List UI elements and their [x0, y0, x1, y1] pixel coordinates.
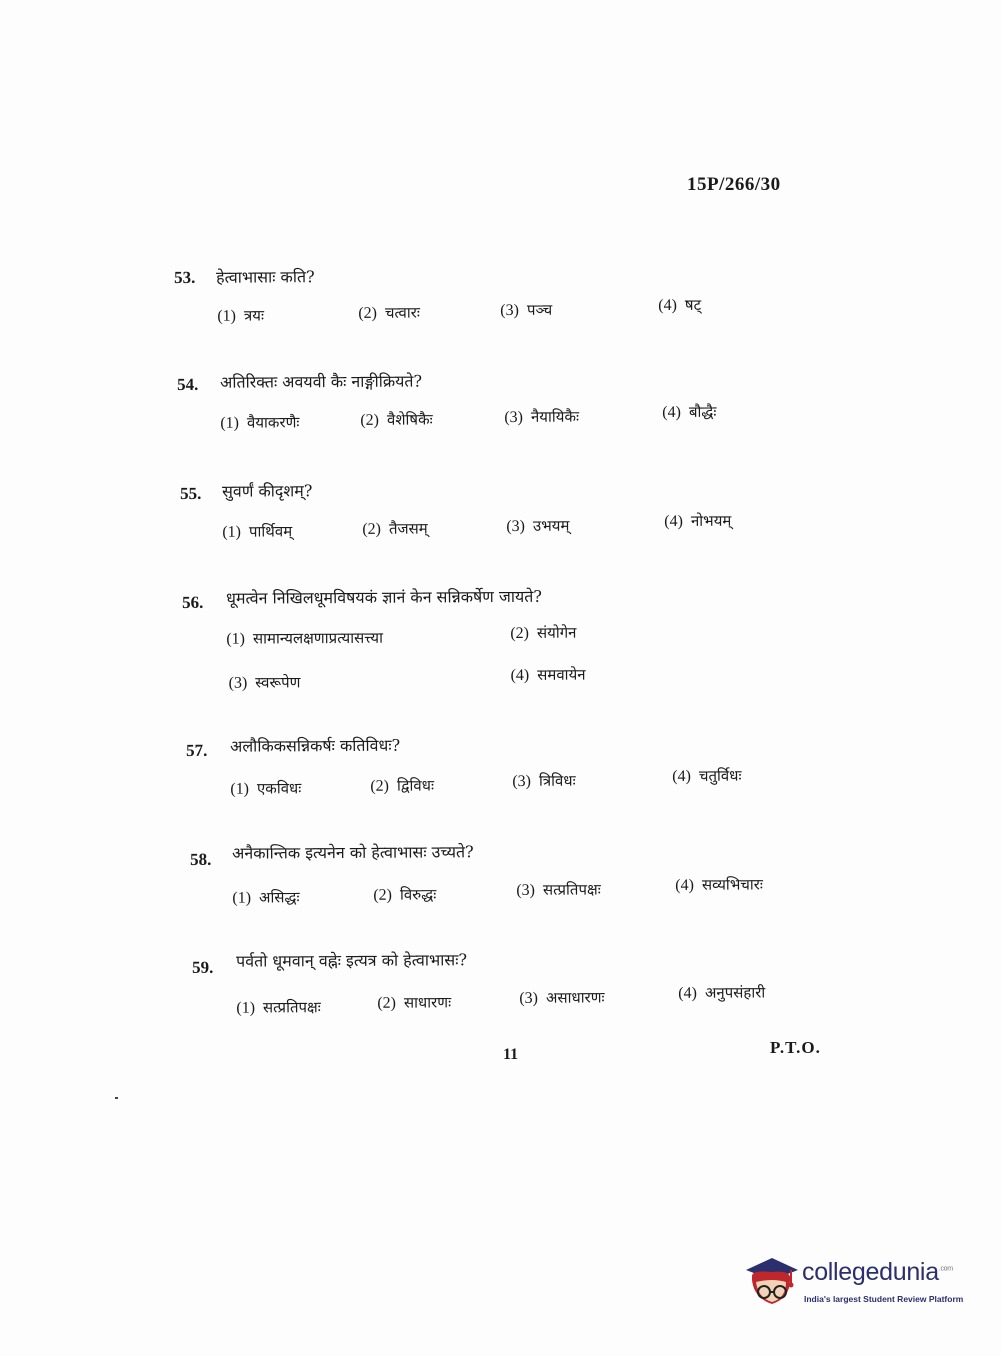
- option-1: (1) त्रयः: [217, 306, 265, 325]
- option-3: (3) उभयम्: [506, 516, 570, 536]
- option-2: (2) संयोगेन: [510, 623, 577, 642]
- option-4: (4) समवायेन: [510, 665, 586, 684]
- option-2: (2) विरुद्धः: [373, 885, 437, 904]
- brand-tagline: India's largest Student Review Platform: [804, 1294, 964, 1304]
- question-text: अनैकान्तिक इत्यनेन को हेत्वाभासः उच्यते?: [232, 842, 474, 863]
- option-4: (4) चतुर्विधः: [672, 766, 742, 785]
- pto-label: P.T.O.: [770, 1038, 821, 1057]
- option-2: (2) तैजसम्: [362, 519, 428, 538]
- question-text: अतिरिक्तः अवयवी कैः नाङ्गीक्रियते?: [220, 371, 423, 392]
- question-number: 54.: [177, 374, 199, 395]
- question-number: 57.: [186, 740, 208, 760]
- brand-watermark: [742, 1248, 972, 1312]
- option-1: (1) सत्प्रतिपक्षः: [236, 998, 321, 1017]
- page-number: 11: [503, 1046, 519, 1063]
- question-53: [0, 261, 1001, 325]
- option-3: (3) पञ्च: [500, 300, 553, 320]
- brand-logo-icon: [742, 1248, 800, 1312]
- question-number: 59.: [192, 957, 214, 977]
- question-55: [0, 475, 1001, 541]
- option-1: (1) एकविधः: [230, 779, 302, 798]
- option-1: (1) सामान्यलक्षणाप्रत्यासत्त्या: [226, 628, 384, 648]
- paper-code: 15P/266/30: [687, 174, 781, 195]
- question-59: [0, 945, 1001, 1017]
- question-number: 53.: [174, 267, 196, 288]
- option-1: (1) पार्थिवम्: [222, 522, 293, 541]
- option-2: (2) वैशेषिकैः: [360, 410, 433, 429]
- option-4: (4) नोभयम्: [664, 511, 732, 531]
- question-number: 55.: [180, 483, 202, 503]
- question-number: 56.: [182, 592, 204, 612]
- option-3: (3) असाधारणः: [519, 988, 605, 1007]
- option-2: (2) चत्वारः: [358, 303, 420, 322]
- question-text: सुवर्णं कीदृशम्?: [222, 481, 313, 501]
- question-text: धूमत्वेन निखिलधूमविषयकं ज्ञानं केन सन्निकर्षेण जायते?: [226, 586, 542, 608]
- question-58: [0, 837, 1001, 907]
- option-2: (2) साधारणः: [377, 993, 452, 1012]
- question-text: पर्वतो धूमवान् वह्नेः इत्यत्र को हेत्वाभासः?: [236, 950, 468, 971]
- question-56: [0, 582, 1001, 692]
- question-54: [0, 366, 1001, 432]
- option-3: (3) सत्प्रतिपक्षः: [516, 880, 601, 899]
- option-3: (3) त्रिविधः: [512, 771, 576, 790]
- brand-name: collegedunia$^{.com}$: [802, 1258, 953, 1286]
- option-1: (1) असिद्धः: [232, 888, 300, 907]
- option-4: (4) अनुपसंहारी: [678, 983, 766, 1002]
- option-3: (3) नैयायिकैः: [504, 407, 580, 427]
- scan-speck: [115, 1097, 118, 1099]
- option-1: (1) वैयाकरणैः: [220, 413, 300, 432]
- option-3: (3) स्वरूपेण: [228, 673, 301, 692]
- question-number: 58.: [190, 849, 212, 869]
- option-4: (4) बौद्धैः: [662, 402, 717, 422]
- option-4: (4) षट्: [658, 295, 702, 315]
- question-text: अलौकिकसन्निकर्षः कतिविधः?: [230, 735, 401, 756]
- option-2: (2) द्विविधः: [370, 776, 435, 795]
- question-text: हेत्वाभासाः कति?: [216, 267, 315, 287]
- option-4: (4) सव्यभिचारः: [675, 875, 763, 894]
- question-57: [0, 730, 1001, 798]
